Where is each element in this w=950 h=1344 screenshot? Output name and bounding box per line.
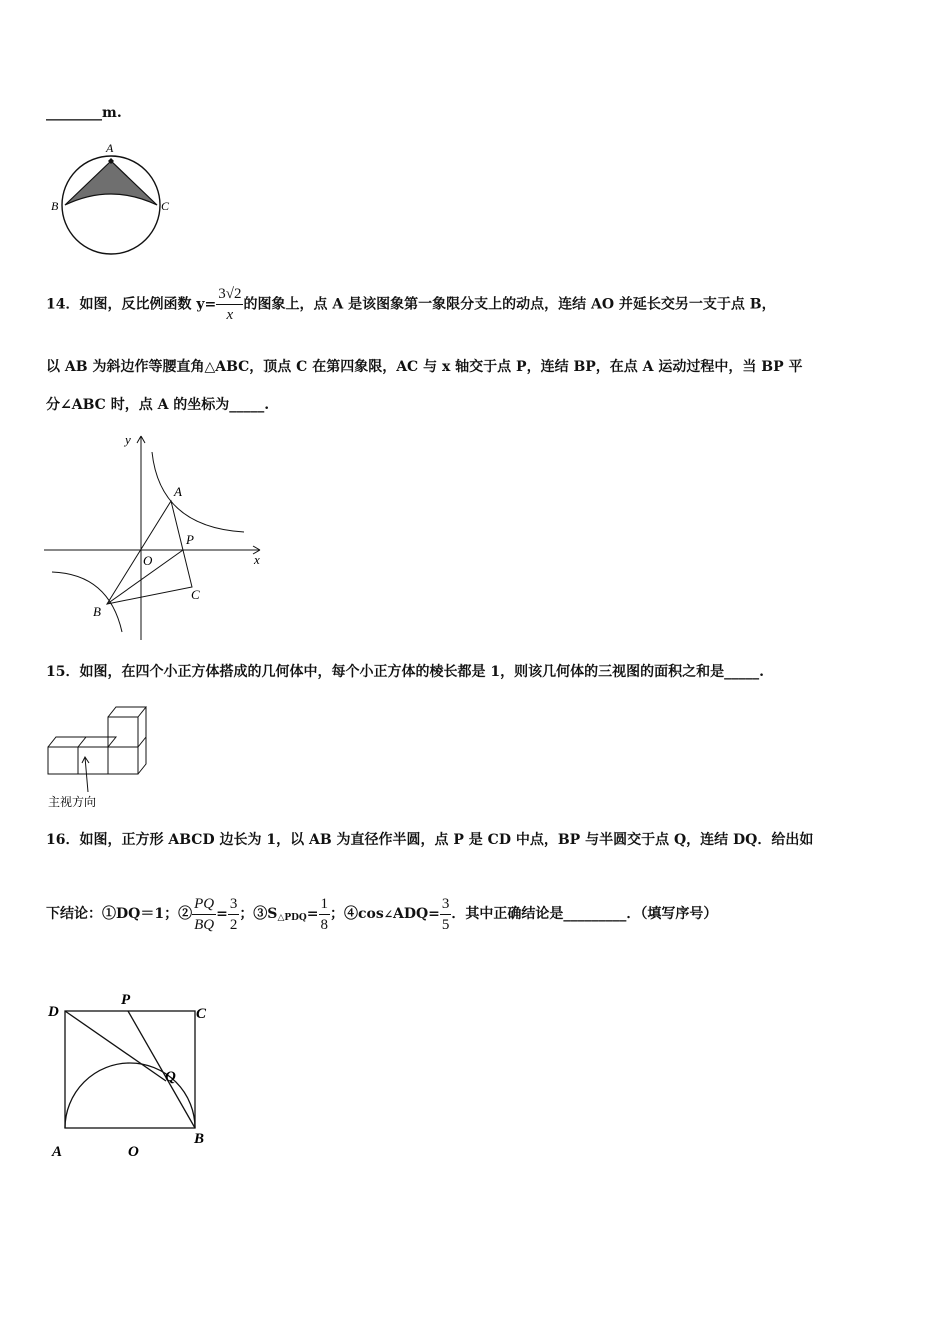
label-b: B xyxy=(194,1131,205,1147)
label-b: B xyxy=(51,199,59,213)
q14-number: 14 xyxy=(46,296,66,313)
label-c: C xyxy=(196,1006,207,1022)
q16-line1: 16．如图，正方形 ABCD 边长为 1，以 AB 为直径作半圆，点 P 是 CD 中点，BP 与半圆交于点 Q，连结 DQ．给出如 xyxy=(46,832,814,848)
view-direction-caption: 主视方向 xyxy=(48,795,97,809)
q14-frac-num: 3√2 xyxy=(216,284,243,305)
q16-frac-3-2: $\frac{3}{2}$ xyxy=(229,895,238,933)
label-c: C xyxy=(191,587,200,602)
label-a: A xyxy=(174,484,182,499)
label-p: P xyxy=(121,992,131,1008)
label-x: x xyxy=(254,552,260,567)
q16-prefix: 下结论：①DQ＝1；② xyxy=(46,906,193,922)
label-b: B xyxy=(93,604,101,619)
q16-line2: 下结论：①DQ＝1；② $\frac{PQ}{BQ}$ = $\frac{3}{2}$ ；$③S_{\triangle PDQ}=$ $\frac{1}{8}$ ；④cos∠ADQ= $\frac{3}{5}$ ．其中正确结论是_________．（填写序号） xyxy=(46,895,718,933)
q14-frac-den: x xyxy=(226,307,234,323)
q16-frac-pq-bq: $\frac{PQ}{BQ}$ xyxy=(194,895,215,933)
q14-intro: ．如图，反比例函数 y= xyxy=(65,296,217,313)
label-a: A xyxy=(106,141,114,155)
q16-figure xyxy=(44,990,219,1165)
q14-fraction xyxy=(216,284,243,325)
q16-suffix: ．其中正确结论是_________．（填写序号） xyxy=(451,906,718,922)
label-q: Q xyxy=(165,1069,176,1085)
q14-line1 xyxy=(46,284,776,325)
q15-text: 15．如图，在四个小正方体搭成的几何体中，每个小正方体的棱长都是 1，则该几何体的三视图的面积之和是_____. xyxy=(46,664,764,680)
q13-figure xyxy=(40,135,190,260)
q14-line2: 以 AB 为斜边作等腰直角△ABC，顶点 C 在第四象限，AC 与 x 轴交于点 P，连结 BP，在点 A 运动过程中，当 BP 平 xyxy=(46,359,803,375)
q14-figure xyxy=(44,432,266,642)
q14-line3: 分∠ABC 时，点 A 的坐标为_____. xyxy=(46,397,270,413)
q15-figure xyxy=(44,702,154,810)
label-a: A xyxy=(52,1144,63,1160)
q13-answer-blank: ________m. xyxy=(46,105,122,121)
q14-rest: 的图象上，点 A 是该图象第一象限分支上的动点，连结 AO 并延长交另一支于点 B， xyxy=(243,296,776,313)
label-o: O xyxy=(128,1144,139,1160)
label-c: C xyxy=(161,199,170,213)
q16-frac-1-8: $\frac{1}{8}$ xyxy=(320,895,329,933)
label-d: D xyxy=(48,1004,59,1020)
q16-frac-3-5: $\frac{3}{5}$ xyxy=(441,895,450,933)
label-y: y xyxy=(125,432,131,447)
label-o: O xyxy=(143,553,153,568)
label-p: P xyxy=(186,532,194,547)
